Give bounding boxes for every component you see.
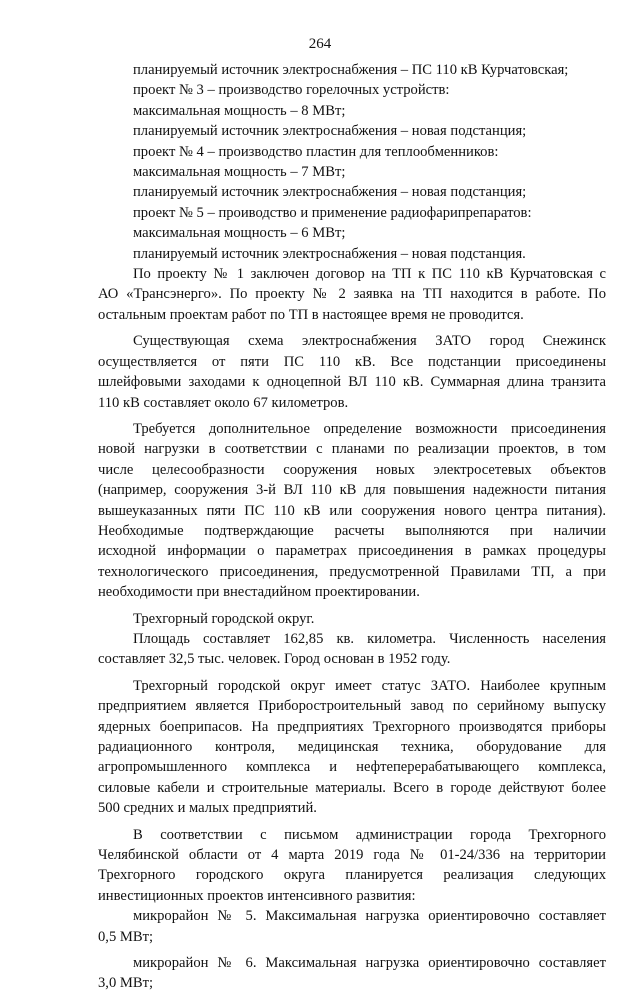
text-line: ядерных боеприпасов. На предприятиях Трехгорного производятся приборы (98, 718, 606, 735)
text-line: микрорайон № 6. Максимальная нагрузка ориентировочно составляет (133, 955, 606, 972)
text-line: 110 кВ составляет около 67 километров. (98, 394, 349, 411)
text-line: Площадь составляет 162,85 кв. километра. Численность населения (133, 630, 606, 647)
text-line: остальным проектам работ по ТП в настоящее время не проводится. (98, 306, 524, 323)
text-line: предприятием является Приборостроительный завод по серийному выпуску (98, 698, 606, 715)
text-line: Требуется дополнительное определение возможности присоединения (133, 420, 606, 437)
text-line: числе целесообразности сооружения новых электросетевых объектов (98, 461, 606, 478)
text-line: инвестиционных проектов интенсивного развития: (98, 887, 416, 904)
text-line: (например, сооружения 3-й ВЛ 110 кВ для повышения надежности питания (98, 482, 606, 499)
text-line: По проекту № 1 заключен договор на ТП к ПС 110 кВ Курчатовская с (133, 266, 606, 283)
text-line: Трехгорный городской округ. (133, 610, 315, 627)
text-line: радиационного контроля, медицинская техника, оборудование для (98, 739, 606, 755)
text-line: максимальная мощность – 6 МВт; (133, 225, 346, 242)
text-line: 3,0 МВт; (98, 975, 154, 992)
document-body (98, 60, 606, 994)
text-line: агропромышленного комплекса и нефтеперерабатывающего комплекса, (98, 759, 606, 776)
text-line: новой нагрузки в соответствии с планами по реализации проектов, в том (98, 441, 606, 458)
text-line: технологического присоединения, предусмотренной Правилами ТП, а при (98, 563, 606, 580)
text-line: планируемый источник электроснабжения – новая подстанция. (133, 245, 526, 262)
text-line: Необходимые подтверждающие расчеты выполняются при наличии (98, 522, 606, 539)
text-line: планируемый источник электроснабжения – ПС 110 кВ Курчатовская; (133, 62, 569, 78)
page-number: 264 (308, 36, 332, 52)
text-line: проект № 3 – производство горелочных устройств: (133, 82, 450, 99)
text-line: максимальная мощность – 8 МВт; (133, 102, 346, 119)
text-line: вышеуказанных пяти ПС 110 кВ или сооружения нового центра питания). (98, 502, 606, 519)
text-line: 0,5 МВт; (98, 928, 154, 945)
text-line: осуществляется от пяти ПС 110 кВ. Все подстанции присоединены (98, 353, 606, 370)
text-line: В соответствии с письмом администрации города Трехгорного (133, 826, 606, 843)
text-line: силовые кабели и строительные материалы. Всего в городе действуют более (98, 779, 606, 796)
text-line: Существующая схема электроснабжения ЗАТО город Снежинск (133, 333, 606, 350)
text-line: Трехгорный городской округ имеет статус ЗАТО. Наиболее крупным (133, 677, 606, 694)
text-line: планируемый источник электроснабжения – новая подстанция; (133, 123, 527, 140)
text-line: исходной информации о параметрах присоединения в рамках процедуры (98, 543, 606, 560)
text-line: микрорайон № 5. Максимальная нагрузка ориентировочно составляет (133, 908, 606, 925)
text-line: составляет 32,5 тыс. человек. Город основан в 1952 году. (98, 651, 451, 668)
text-line: максимальная мощность – 7 МВт; (133, 164, 346, 181)
text-line: 500 средних и малых предприятий. (98, 800, 317, 817)
text-line: планируемый источник электроснабжения – новая подстанция; (133, 184, 527, 201)
text-line: АО «Трансэнерго». По проекту № 2 заявка на ТП находится в работе. По (98, 286, 606, 303)
text-line: шлейфовыми заходами к одноцепной ВЛ 110 кВ. Суммарная длина транзита (98, 374, 606, 391)
text-line: Челябинской области от 4 марта 2019 года № 01-24/336 на территории (98, 847, 606, 864)
text-line: проект № 5 – проиводство и применение радиофарипрепаратов: (133, 204, 532, 221)
text-line: необходимости при внестадийном проектировании. (98, 584, 420, 601)
text-line: Трехгорного городского округа планируется реализация следующих (98, 867, 606, 884)
text-line: проект № 4 – производство пластин для теплообменников: (133, 143, 499, 160)
